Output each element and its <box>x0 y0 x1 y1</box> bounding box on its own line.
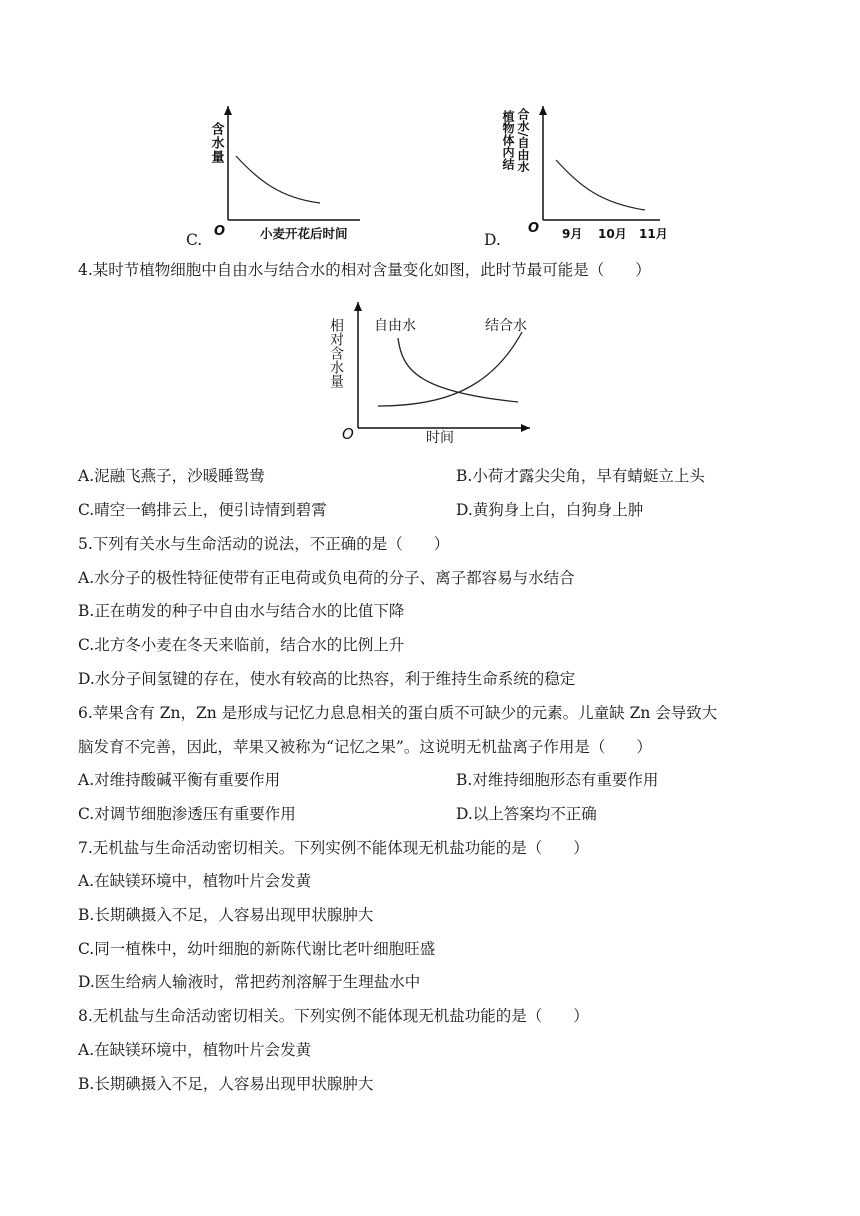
x-axis-label: 时间 <box>426 430 454 446</box>
tick-label: 11月 <box>639 227 668 241</box>
option-b[interactable]: B.小荷才露尖尖角，早有蜻蜓立上头 <box>456 467 705 485</box>
x-axis-label: 小麦开花后时间 <box>260 226 348 241</box>
question-6-stem-line-1: 6.苹果含有 Zn，Zn 是形成与记忆力息息相关的蛋白质不可缺少的元素。儿童缺 Zn 会导致大 <box>78 704 718 722</box>
tick-label: 9月 <box>562 227 583 241</box>
y-axis-label: 相对含水量 <box>328 318 344 388</box>
figure-c <box>180 100 380 248</box>
figure-c-graph <box>180 100 380 248</box>
option-d[interactable]: D.医生给病人输液时，常把药剂溶解于生理盐水中 <box>78 973 421 991</box>
option-d[interactable]: D.黄狗身上白，白狗身上肿 <box>456 501 644 519</box>
figure-q4-graph <box>330 296 545 448</box>
x-axis-arrow-icon <box>521 424 530 432</box>
question-6-options-row-2 <box>78 803 597 825</box>
option-a[interactable]: A.对维持酸碱平衡有重要作用 <box>78 771 281 789</box>
figure-d-graph <box>490 100 690 248</box>
ratio-curve <box>556 160 645 210</box>
question-5-stem: 5.下列有关水与生命活动的说法，不正确的是（ ） <box>78 535 450 553</box>
tick-label: 10月 <box>598 227 627 241</box>
y-axis-arrow-icon <box>354 302 362 311</box>
option-d[interactable]: D.以上答案均不正确 <box>456 805 597 823</box>
figure-q4 <box>330 296 545 448</box>
water-content-curve <box>236 156 320 203</box>
option-b[interactable]: B.对维持细胞形态有重要作用 <box>456 771 659 789</box>
option-c[interactable]: C.晴空一鹤排云上，便引诗情到碧霄 <box>78 501 327 519</box>
question-6-options-row-1 <box>78 769 659 791</box>
option-b[interactable]: B.正在萌发的种子中自由水与结合水的比值下降 <box>78 602 405 620</box>
origin-label: O <box>528 221 540 236</box>
series-label-free-water: 自由水 <box>374 318 416 334</box>
option-b[interactable]: B.长期碘摄入不足，人容易出现甲状腺肿大 <box>78 1075 374 1093</box>
option-a[interactable]: A.水分子的极性特征使带有正电荷或负电荷的分子、离子都容易与水结合 <box>78 569 575 587</box>
question-4-options-row-2 <box>78 499 644 521</box>
option-label-d: D. <box>484 231 501 249</box>
y-axis-arrow-icon <box>539 106 547 115</box>
option-c[interactable]: C.同一植株中，幼叶细胞的新陈代谢比老叶细胞旺盛 <box>78 940 436 958</box>
question-8-stem: 8.无机盐与生命活动密切相关。下列实例不能体现无机盐功能的是（ ） <box>78 1007 589 1025</box>
question-4-options-row-1 <box>78 465 705 487</box>
question-6-stem-line-2: 脑发育不完善，因此，苹果又被称为“记忆之果”。这说明无机盐离子作用是（ ） <box>78 738 652 756</box>
y-axis-label-line1: 植物体内结 <box>501 110 515 170</box>
origin-label: O <box>342 425 354 443</box>
option-d[interactable]: D.水分子间氢键的存在，使水有较高的比热容，利于维持生命系统的稳定 <box>78 670 576 688</box>
option-a[interactable]: A.在缺镁环境中，植物叶片会发黄 <box>78 1041 312 1059</box>
y-axis-label: 含水量 <box>208 122 224 164</box>
option-b[interactable]: B.长期碘摄入不足，人容易出现甲状腺肿大 <box>78 906 374 924</box>
option-c[interactable]: C.北方冬小麦在冬天来临前，结合水的比例上升 <box>78 636 405 654</box>
option-label-c: C. <box>186 231 203 249</box>
question-7-stem: 7.无机盐与生命活动密切相关。下列实例不能体现无机盐功能的是（ ） <box>78 839 589 857</box>
series-label-bound-water: 结合水 <box>485 318 527 334</box>
option-c[interactable]: C.对调节细胞渗透压有重要作用 <box>78 805 296 823</box>
y-axis-arrow-icon <box>224 106 232 115</box>
option-a[interactable]: A.在缺镁环境中，植物叶片会发黄 <box>78 872 312 890</box>
bound-water-curve <box>378 332 522 406</box>
y-axis-label-line2: 合水/自由水 <box>516 108 530 173</box>
figure-d <box>490 100 690 248</box>
option-a[interactable]: A.泥融飞燕子，沙暖睡鸳鸯 <box>78 467 265 485</box>
question-4-stem: 4.某时节植物细胞中自由水与结合水的相对含量变化如图，此时节最可能是（ ） <box>78 261 651 279</box>
origin-label: O <box>214 224 226 239</box>
